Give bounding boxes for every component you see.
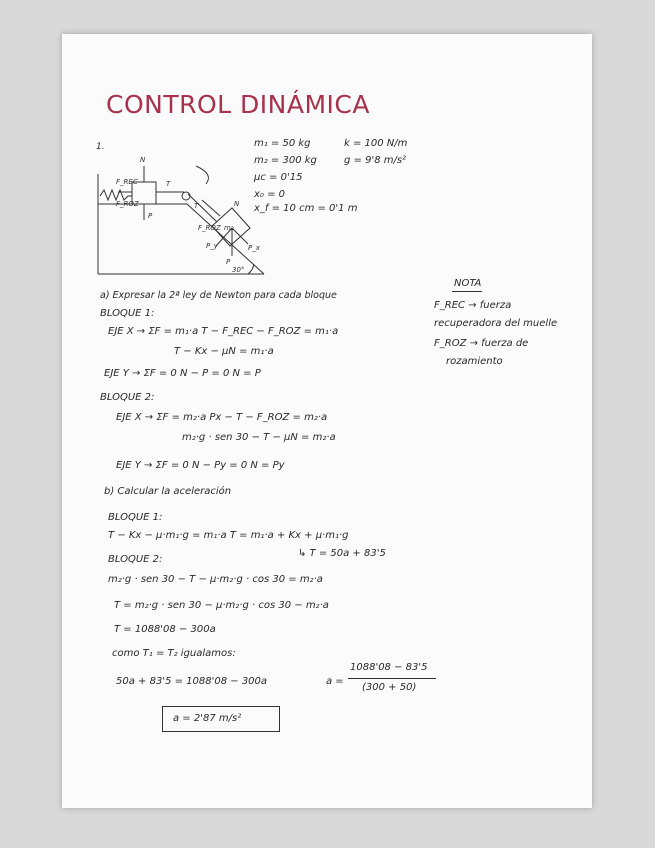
- nota-heading: NOTA: [454, 278, 482, 289]
- label-n2: N: [234, 200, 240, 208]
- nota-line3: F_ROZ → fuerza de: [434, 338, 529, 349]
- section-b-heading: b) Calcular la aceleración: [104, 486, 232, 497]
- section-a-b1-x2: T − Kx − μN = m₁·a: [174, 346, 274, 357]
- label-p2: P: [226, 258, 231, 266]
- free-body-diagram: [92, 144, 282, 284]
- section-b-como: como T₁ = T₂ igualamos:: [112, 648, 236, 659]
- section-a-b2-x: EJE X → ΣF = m₂·a Px − T − F_ROZ = m₂·a: [116, 412, 328, 423]
- data-m1: m₁ = 50 kg: [254, 138, 311, 149]
- notebook-page: [62, 34, 592, 808]
- label-froz2: F_ROZ: [198, 224, 221, 232]
- data-xf: x_f = 10 cm = 0'1 m: [254, 203, 358, 214]
- section-b-frac-den: (300 + 50): [362, 682, 417, 693]
- result-box: [162, 706, 280, 732]
- section-a-heading: a) Expresar la 2ª ley de Newton para cada bloque: [100, 290, 337, 301]
- label-froz1: F_ROZ: [116, 200, 139, 208]
- label-m2: m₂: [224, 224, 234, 232]
- nota-underline: [452, 291, 482, 292]
- nota-line4: rozamiento: [446, 356, 503, 367]
- section-a-b1-y: EJE Y → ΣF = 0 N − P = 0 N = P: [104, 368, 261, 379]
- data-k: k = 100 N/m: [344, 138, 408, 149]
- label-p1: P: [148, 212, 153, 220]
- section-b-b2-eq3: T = 1088'08 − 300a: [114, 624, 216, 635]
- section-b-a-eq: a =: [326, 676, 344, 687]
- data-x0: x₀ = 0: [254, 189, 286, 200]
- nota-line2: recuperadora del muelle: [434, 318, 558, 329]
- section-a-b1-x: EJE X → ΣF = m₁·a T − F_REC − F_ROZ = m₁·a: [108, 326, 339, 337]
- fraction-bar: [348, 678, 436, 679]
- data-mu: μc = 0'15: [254, 172, 303, 183]
- bleed-through-text: [422, 94, 592, 714]
- label-n1: N: [140, 156, 146, 164]
- section-a-block1: BLOQUE 1:: [100, 308, 155, 319]
- section-a-b2-x2: m₂·g · sen 30 − T − μN = m₂·a: [182, 432, 336, 443]
- label-px: P_x: [248, 244, 260, 252]
- section-b-b1-res: ↳ T = 50a + 83'5: [298, 548, 386, 559]
- label-angle: 30°: [232, 266, 245, 274]
- data-m2: m₂ = 300 kg: [254, 155, 317, 166]
- section-b-b2-eq1: m₂·g · sen 30 − T − μ·m₂·g · cos 30 = m₂·a: [108, 574, 323, 585]
- section-a-block2: BLOQUE 2:: [100, 392, 155, 403]
- label-py: P_y: [206, 242, 218, 250]
- section-b-frac-num: 1088'08 − 83'5: [350, 662, 428, 673]
- section-b-b2-eq2: T = m₂·g · sen 30 − μ·m₂·g · cos 30 − m₂·a: [114, 600, 329, 611]
- label-t2: T: [194, 202, 199, 210]
- label-t1: T: [166, 180, 171, 188]
- section-b-block2: BLOQUE 2:: [108, 554, 163, 565]
- problem-number: 1.: [96, 142, 105, 152]
- result-value: a = 2'87 m/s²: [173, 713, 242, 724]
- data-g: g = 9'8 m/s²: [344, 155, 407, 166]
- page-title: CONTROL DINÁMICA: [106, 90, 370, 119]
- section-b-igualdad: 50a + 83'5 = 1088'08 − 300a: [116, 676, 268, 687]
- label-frec: F_REC: [116, 178, 138, 186]
- section-a-b2-y: EJE Y → ΣF = 0 N − Py = 0 N = Py: [116, 460, 285, 471]
- section-b-block1: BLOQUE 1:: [108, 512, 163, 523]
- nota-line1: F_REC → fuerza: [434, 300, 512, 311]
- section-b-b1-eq: T − Kx − μ·m₁·g = m₁·a T = m₁·a + Kx + μ·m₁·g: [108, 530, 349, 541]
